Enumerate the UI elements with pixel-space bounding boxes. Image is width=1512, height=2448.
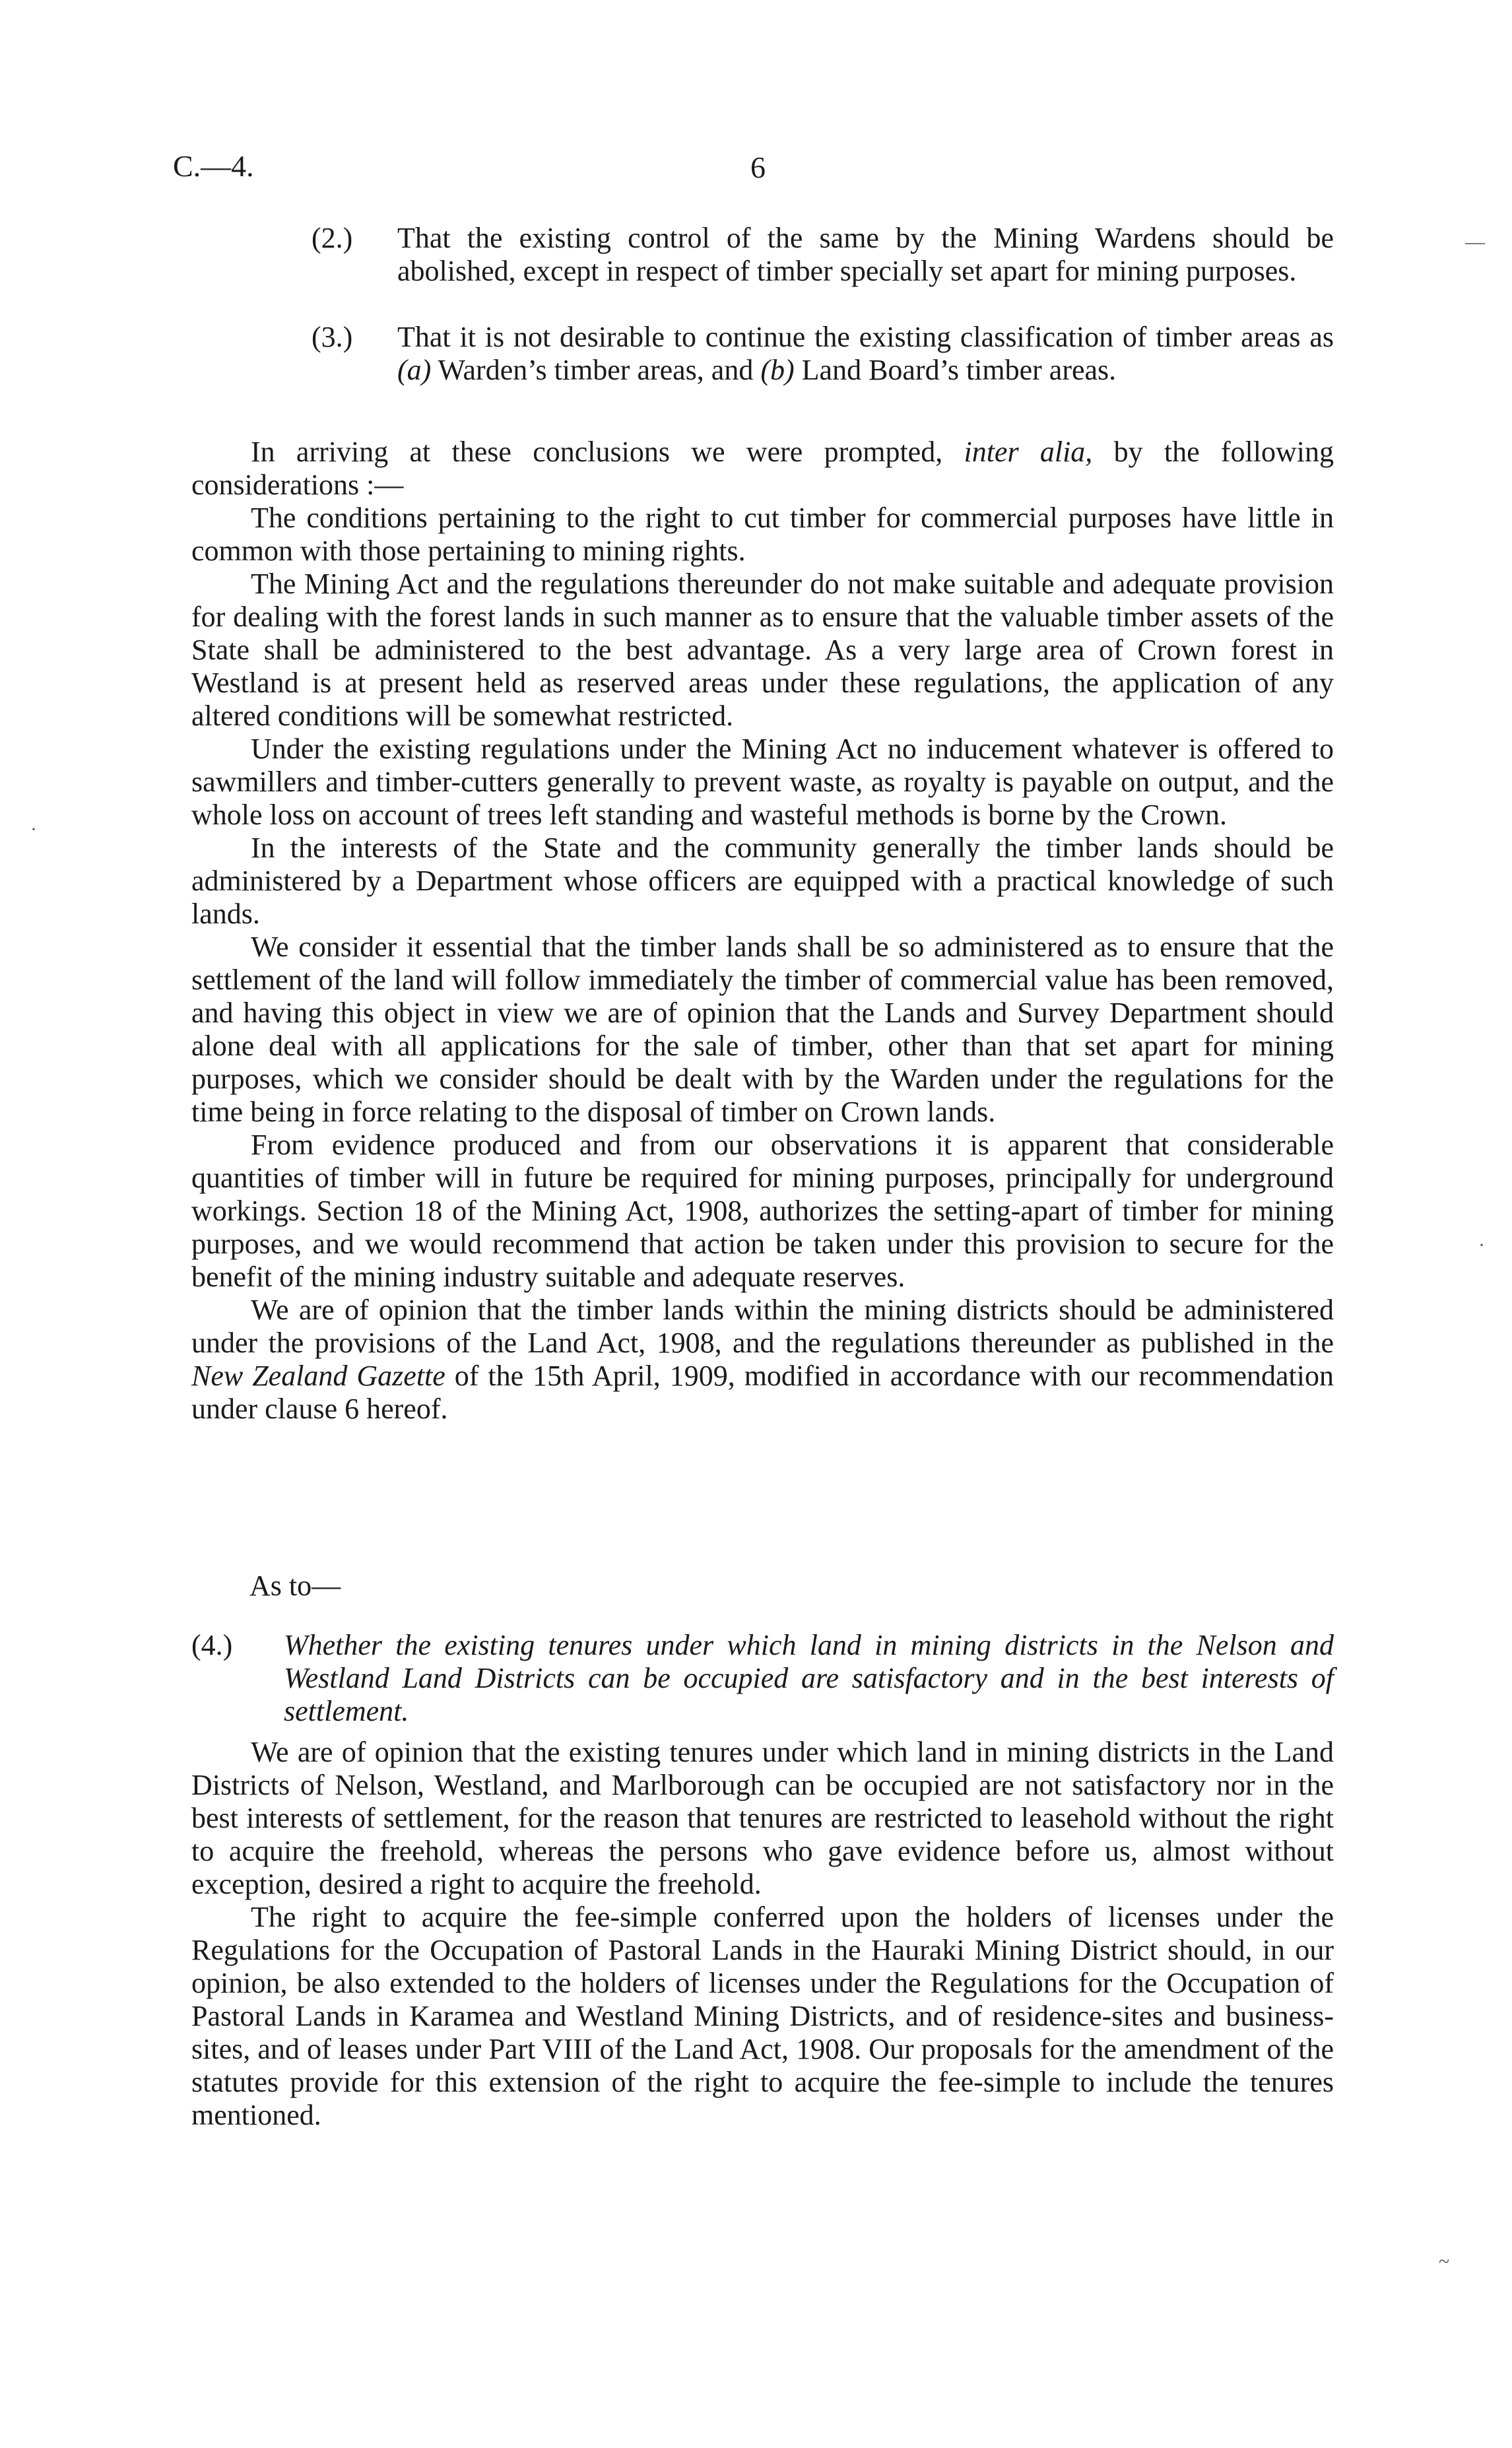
body-paragraph: In the interests of the State and the community generally the timber lands should be administered by a Department whose officers are equipped with a practical knowledge of such lands. bbox=[191, 832, 1334, 930]
body-paragraph: The conditions pertaining to the right to cut timber for commercial purposes have little in common with those pertaining to mining rights. bbox=[191, 502, 1334, 567]
clause-4 bbox=[191, 1629, 1334, 1728]
clause-marker-b: (b) bbox=[760, 354, 795, 386]
clause-2 bbox=[312, 222, 1334, 288]
scan-mark: · bbox=[30, 818, 37, 840]
scan-mark: — bbox=[1465, 231, 1485, 253]
clause-number: (4.) bbox=[191, 1629, 233, 1661]
page-number: 6 bbox=[750, 150, 766, 184]
intro-italic: inter alia, bbox=[964, 436, 1093, 468]
body-paragraph: The right to acquire the fee-simple conferred upon the holders of licenses under the Regulations for the Occupation of Pastoral Lands in the Hauraki Mining District should, in our opinion, be also extended to the holders of licenses under the Regulations for the Occupation of Pastoral Lands in Karamea and Westland Mining Districts, and of residence-sites and business-sites, and of leases under Part VIII of the Land Act, 1908. Our proposals for the amendment of the statutes provide for this extension of the right to acquire the fee-simple to include the tenures mentioned. bbox=[191, 1901, 1334, 2131]
scan-mark: · bbox=[1478, 1234, 1485, 1256]
scan-mark: ~ bbox=[1439, 2251, 1450, 2272]
clause-3 bbox=[312, 321, 1334, 387]
intro-text: In arriving at these conclusions we were prompted, bbox=[251, 436, 964, 468]
clause-number: (3.) bbox=[312, 321, 353, 353]
gazette-title: New Zealand Gazette bbox=[191, 1360, 445, 1392]
clause-text-part: Warden’s timber areas, and bbox=[431, 354, 761, 386]
gazette-text-end: of the 15th April, 1909, modified in accordance with our recommendation under clause 6 hereof. bbox=[191, 1360, 1334, 1425]
gazette-text: We are of opinion that the timber lands within the mining districts should be administered under the provisions of the Land Act, 1908, and the regulations thereunder as published in the bbox=[191, 1294, 1334, 1359]
document-reference: C.—4. bbox=[173, 149, 254, 183]
body-paragraph: The Mining Act and the regulations thereunder do not make suitable and adequate provision for dealing with the forest lands in such manner as to ensure that the valuable timber assets of the State shall be administered to the best advantage. As a very large area of Crown forest in Westland is at present held as reserved areas under these regulations, the application of any altered conditions will be somewhat restricted. bbox=[191, 568, 1334, 732]
intro-paragraph bbox=[191, 436, 1334, 502]
gazette-paragraph bbox=[191, 1294, 1334, 1426]
body-paragraph: We consider it essential that the timber lands shall be so administered as to ensure that the settlement of the land will follow immediately the timber of commercial value has been removed, and having this object in view we are of opinion that the Lands and Survey Department should alone deal with all applications for the sale of timber, other than that set apart for mining purposes, which we consider should be dealt with by the Warden under the regulations for the time being in force relating to the disposal of timber on Crown lands. bbox=[191, 931, 1334, 1128]
body-paragraph: From evidence produced and from our observations it is apparent that considerable quantities of timber will in future be required for mining purposes, principally for underground workings. Section 18 of the Mining Act, 1908, authorizes the setting-apart of timber for mining purposes, and we would recommend that action be taken under this provision to secure for the benefit of the mining industry suitable and adequate reserves. bbox=[191, 1129, 1334, 1293]
as-to-heading: As to— bbox=[249, 1570, 341, 1602]
clause-marker-a: (a) bbox=[397, 354, 432, 386]
clause-text-part: That it is not desirable to continue the existing classification of timber areas as bbox=[397, 321, 1334, 353]
clause-text: That the existing control of the same by the Mining Wardens should be abolished, except in respect of timber specially set apart for mining purposes. bbox=[397, 222, 1334, 287]
clause-number: (2.) bbox=[312, 222, 353, 254]
section-considerations bbox=[191, 436, 1334, 1426]
section-tenures bbox=[191, 1736, 1334, 2132]
body-paragraph: Under the existing regulations under the Mining Act no inducement whatever is offered to sawmillers and timber-cutters generally to prevent waste, as royalty is payable on output, and the whole loss on account of trees left standing and wasteful methods is borne by the Crown. bbox=[191, 733, 1334, 831]
clause-text-part: Land Board’s timber areas. bbox=[794, 354, 1117, 386]
clause-text: Whether the existing tenures under which land in mining districts in the Nelson and Westland Land Districts can be occupied are satisfactory and in the best interests of settlement. bbox=[284, 1629, 1334, 1727]
body-paragraph: We are of opinion that the existing tenures under which land in mining districts in the Land Districts of Nelson, Westland, and Marlborough can be occupied are not satisfactory nor in the best interests of settlement, for the reason that tenures are restricted to leasehold without the right to acquire the freehold, whereas the persons who gave evidence before us, almost without exception, desired a right to acquire the freehold. bbox=[191, 1736, 1334, 1900]
intro-text-end: by the following considerations :— bbox=[191, 436, 1334, 501]
